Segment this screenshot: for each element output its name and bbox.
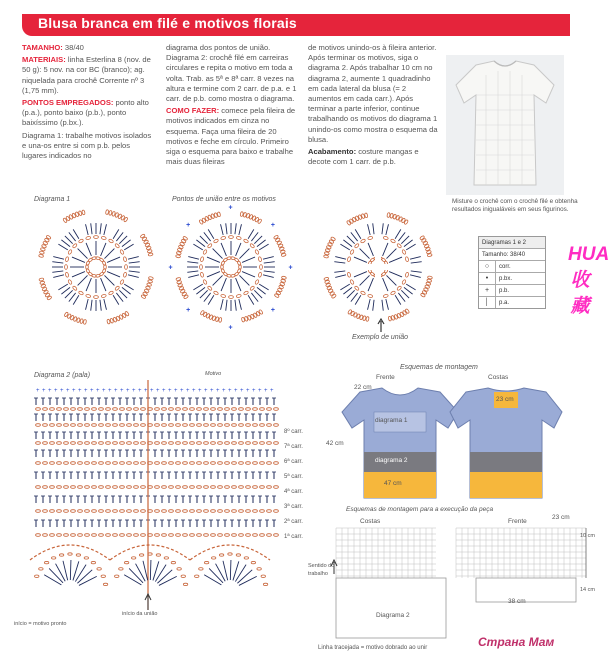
materiais-text: linha Esterlina 8 (nov. de 50 g): 5 nov. na cor BC (branco); ag. niquelada para crochê Corrente nº 3 (1,75 mm). — [22, 55, 151, 95]
inicio-uniao-label: início da união — [122, 611, 158, 617]
motif-example-diagram — [316, 205, 440, 329]
svg-text:+: + — [168, 388, 172, 394]
svg-text:+: + — [150, 388, 154, 394]
svg-text:+: + — [186, 222, 191, 230]
double-crochet-symbol-icon: │ — [479, 297, 496, 308]
svg-text:+: + — [162, 388, 166, 394]
legend-row-label: p.b. — [499, 287, 510, 294]
row-label: 2ª carr. — [284, 519, 303, 525]
diagrama1-text: Diagrama 1: trabalhe motivos isolados e una-os entre si com p.b. pelos lugares indicados no — [22, 130, 152, 161]
col3-text1: de motivos unindo-os à fileira anterior. Após terminar os motivos, siga o diagrama 2. Após trabalhar 10 cm no diagrama 2, aumente 1 quadradinho em cada lateral da blusa (= 2 aumentos em cada carr.). Após terminar a parte inferior, continue trabalhando os motivos do diagrama 1 unindo-os como mostra o esquema da blusa. — [308, 43, 438, 144]
svg-text:+: + — [42, 388, 46, 394]
acabamento-text: costure mangas e decote com 1 carr. de p.b. — [308, 147, 419, 167]
legend-table — [478, 236, 546, 309]
svg-text:+: + — [156, 388, 160, 394]
instructions-column-1 — [22, 43, 154, 163]
exemplo-uniao-label: Exemplo de união — [352, 334, 409, 341]
frente-lower-label: Frente — [508, 518, 527, 525]
legend-row — [479, 273, 545, 285]
svg-text:+: + — [228, 388, 232, 394]
legend-title: Diagramas 1 e 2 — [482, 239, 527, 246]
motif-diagram-1 — [34, 205, 158, 329]
site-watermark: Страна Мам — [478, 635, 555, 649]
svg-text:+: + — [210, 388, 214, 394]
costas-lower-label: Costas — [360, 518, 381, 525]
instructions-column-3 — [308, 43, 440, 169]
svg-text:+: + — [270, 222, 276, 230]
tamanho-label: TAMANHO: — [22, 43, 63, 52]
svg-text:+: + — [228, 324, 233, 332]
svg-text:+: + — [234, 388, 238, 394]
materiais-label: MATERIAIS: — [22, 55, 66, 65]
svg-text:+: + — [90, 388, 94, 394]
tamanho-value: 38/40 — [64, 43, 84, 52]
costas-sweater — [450, 388, 562, 498]
diagrama1-box-label: diagrama 1 — [375, 417, 408, 424]
como-fazer-label: COMO FAZER: — [166, 106, 220, 116]
legend-row-label: p.bx. — [499, 275, 513, 282]
svg-text:+: + — [168, 264, 173, 272]
svg-text:+: + — [222, 388, 226, 394]
svg-text:+: + — [186, 306, 191, 314]
svg-text:+: + — [66, 388, 70, 394]
diagrama2-label: Diagrama 2 (pala) — [34, 372, 91, 379]
blouse-photo — [446, 55, 564, 195]
measure-42cm: 42 cm — [326, 440, 344, 447]
svg-text:+: + — [48, 388, 52, 394]
page-header — [0, 0, 600, 44]
legend-subtitle-row — [479, 249, 545, 261]
svg-text:+: + — [246, 388, 250, 394]
motivo-label: Motivo — [205, 371, 222, 377]
legend-row-label: p.a. — [499, 299, 510, 306]
union-arrow-icon — [376, 318, 386, 332]
svg-text:+: + — [192, 388, 196, 394]
svg-text:+: + — [144, 388, 148, 394]
page-title: Blusa branca em filé e motivos florais — [38, 15, 297, 31]
pontos-text: ponto alto (p.a.), ponto baixo (p.b.), ponto baixíssimo (p.bx.). — [22, 98, 149, 128]
svg-text:+: + — [132, 388, 136, 394]
single-crochet-symbol-icon: + — [479, 285, 496, 296]
row-label: 1ª carr. — [284, 534, 303, 540]
row-label: 7ª carr. — [284, 444, 303, 450]
svg-text:+: + — [78, 388, 82, 394]
legend-row — [479, 261, 545, 273]
instructions-column-2 — [166, 43, 302, 169]
legend-row — [479, 285, 545, 297]
svg-text:+: + — [216, 388, 220, 394]
esquemas-peca-label: Esquemas de montagem para a execução da peça — [346, 506, 494, 513]
diagrama2-lower-label: Diagrama 2 — [376, 612, 410, 619]
svg-text:+: + — [270, 388, 274, 394]
svg-text:+: + — [96, 388, 100, 394]
col2-text2: comece pela fileira de motivos indicados em cinza no esquema. Faça uma fileira de 20 motivos e feche em círculo. Primeiro siga o esquema para baixo e trabalhe mais duas fileiras — [166, 106, 296, 167]
svg-text:+: + — [198, 388, 202, 394]
svg-text:+: + — [36, 388, 40, 394]
svg-text:+: + — [180, 388, 184, 394]
svg-text:+: + — [108, 388, 112, 394]
col2-text1: diagrama dos pontos de união. Diagrama 2: crochê filé em carreiras circulares e repita o motivo em toda a volta. Trab. as 5ª e 8ª carr. 8 vezes na altura e termine com 2 carr. de p.a. e 1 carr. de p.b. como mostra o diagrama. — [166, 43, 297, 104]
svg-text:+: + — [138, 388, 142, 394]
measure-23cm: 23 cm — [496, 396, 514, 403]
svg-text:+: + — [174, 388, 178, 394]
linha-tracejada-label: Linha tracejada = motivo dobrado ao unir — [318, 645, 428, 651]
svg-text:+: + — [288, 264, 293, 272]
diagrama2-box-label: diagrama 2 — [375, 457, 408, 464]
row-label: 6ª carr. — [284, 459, 303, 465]
legend-subtitle: Tamanho: 38/40 — [482, 251, 526, 258]
diagram-2-filet-chart — [30, 380, 280, 610]
frente-label: Frente — [376, 374, 395, 381]
measure-14cm: 14 cm — [580, 587, 595, 593]
svg-text:+: + — [270, 306, 276, 314]
svg-text:+: + — [60, 388, 64, 394]
inicio-motivo-label: início = motivo pronto — [14, 621, 67, 627]
svg-text:+: + — [102, 388, 106, 394]
svg-text:+: + — [186, 388, 190, 394]
svg-text:+: + — [54, 388, 58, 394]
svg-text:+: + — [72, 388, 76, 394]
blouse-illustration — [446, 55, 564, 195]
measure-38cm: 38 cm — [508, 598, 526, 605]
motif-union-diagram — [166, 204, 296, 332]
slip-stitch-symbol-icon: • — [479, 273, 496, 284]
svg-text:+: + — [114, 388, 118, 394]
legend-title-row — [479, 237, 545, 249]
esquemas-montagem-label: Esquemas de montagem — [400, 364, 478, 371]
measure-47cm: 47 cm — [384, 480, 402, 487]
svg-text:+: + — [252, 388, 256, 394]
svg-text:+: + — [240, 388, 244, 394]
measure-10cm: 10 cm — [580, 533, 595, 539]
costas-label: Costas — [488, 374, 509, 381]
legend-row — [479, 297, 545, 308]
pontos-uniao-label: Pontos de união entre os motivos — [172, 196, 276, 203]
svg-text:+: + — [120, 388, 124, 394]
legend-row-label: corr. — [499, 263, 511, 270]
row-label: 3ª carr. — [284, 504, 303, 510]
svg-text:+: + — [264, 388, 268, 394]
chain-symbol-icon: ○ — [479, 261, 496, 272]
row-label: 8º carr. — [284, 429, 303, 435]
row-label: 4ª carr. — [284, 489, 303, 495]
svg-text:+: + — [258, 388, 262, 394]
hua-watermark: HUA收藏 — [568, 244, 609, 317]
svg-text:+: + — [126, 388, 130, 394]
sentido-trabalho-label: Sentido do trabalho — [308, 563, 335, 577]
acabamento-label: Acabamento: — [308, 147, 357, 157]
svg-text:+: + — [204, 388, 208, 394]
measure-23cm-lower: 23 cm — [552, 514, 570, 521]
measure-22cm: 22 cm — [354, 384, 372, 391]
row-label: 5ª carr. — [284, 474, 303, 480]
svg-text:+: + — [84, 388, 88, 394]
photo-caption: Misture o crochê com o crochê filé e obtenha resultados inigualáveis em seus figurinos. — [452, 198, 578, 213]
pontos-label: PONTOS EMPREGADOS: — [22, 98, 114, 108]
svg-text:+: + — [228, 204, 233, 212]
diagrama1-label: Diagrama 1 — [34, 196, 71, 203]
